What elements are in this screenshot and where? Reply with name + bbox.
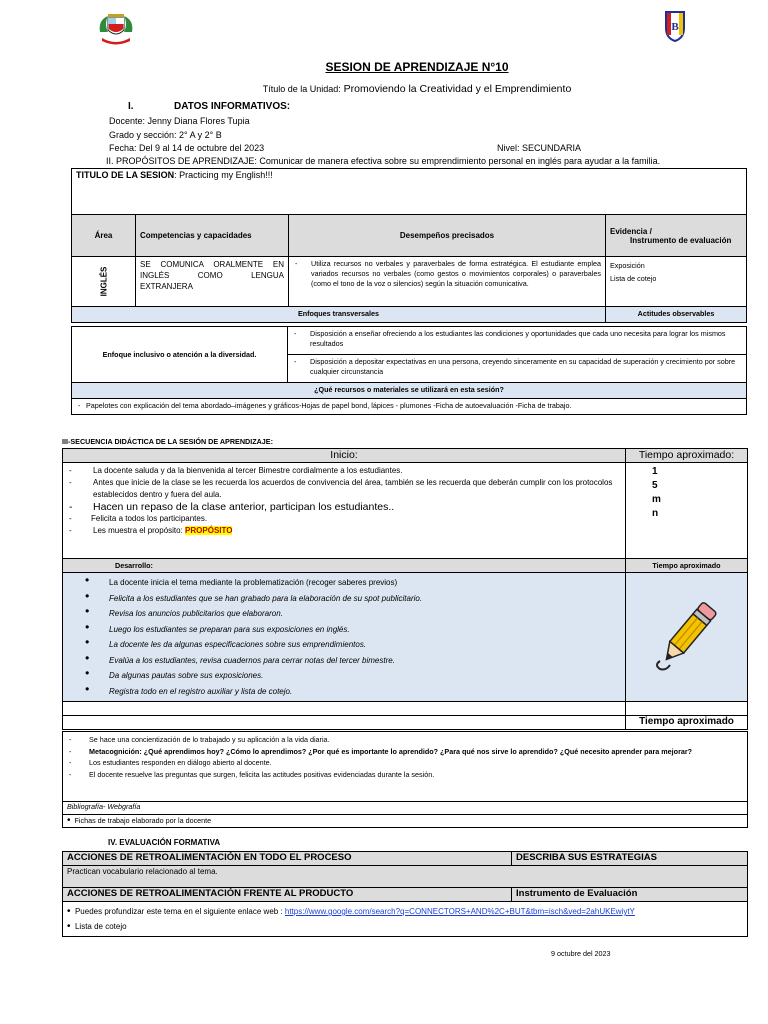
fecha-line: Fecha: Del 9 al 14 de octubre del 2023	[109, 143, 265, 153]
school-shield-icon	[664, 10, 686, 42]
actitud-1-cell	[288, 327, 747, 355]
bibliografia-label: Bibliografía- Webgrafía	[63, 802, 748, 815]
enfoques-label: Enfoques transversales	[72, 307, 606, 323]
datos-numeral: I.	[128, 101, 134, 112]
lista-line	[67, 919, 743, 934]
inicio-label: Inicio:	[63, 449, 626, 463]
desarrollo-item: • Da algunas pautas sobre sus exposiciones.	[67, 668, 621, 684]
acciones-proceso: ACCIONES DE RETROALIMENTACIÓN EN TODO EL PROCESO	[63, 852, 512, 866]
footer-date: 9 octubre del 2023	[551, 949, 611, 958]
desarrollo-item: • Felicita a los estudiantes que se han grabado para la elaboración de su spot publicitario.	[67, 591, 621, 607]
col-evidencia-2: Instrumento de evaluación	[630, 235, 732, 245]
desarrollo-item: • Registra todo en el registro auxiliar y lista de cotejo.	[67, 684, 621, 700]
desarrollo-item: • Evalúa a los estudiantes, revisa cuadernos para cerrar notas del tercer bimestre.	[67, 653, 621, 669]
docente-line: Docente: Jenny Diana Flores Tupia	[109, 116, 250, 126]
unit-title	[0, 83, 768, 95]
evaluacion-heading: IV. EVALUACIÓN FORMATIVA	[108, 838, 221, 847]
desarrollo-label: Desarrollo:	[63, 559, 626, 573]
cierre-item	[67, 746, 743, 758]
actitud-2: - Disposición a depositar expectativas en una persona, creyendo sinceramente en su capacidad de superación y crecimiento por sobre cualquier circunstancia	[292, 357, 742, 377]
inicio-item: - Hacen un repaso de la clase anterior, participan los estudiantes..	[67, 501, 621, 513]
svg-text:B: B	[671, 21, 679, 33]
enfoque-value: Enfoque inclusivo o atención a la diversidad.	[72, 327, 288, 383]
desempeno-value: - Utiliza recursos no verbales y paraverbales de forma estratégica. El estudiante emplea variados recursos no verbales (como gestos o movimientos corporales) o paraverbales (como el tono de la voz o silencios) según la situación comunicativa.	[293, 259, 601, 289]
cierre-item: - El docente resuelve las preguntas que surgen, felicita las actitudes positivas evidenciadas durante la sesión.	[67, 769, 743, 781]
area-cell	[72, 257, 136, 307]
titulo-value: : Practicing my English!!!	[174, 170, 273, 180]
tiempo-char: 1	[652, 466, 658, 477]
main-table	[71, 168, 747, 323]
cierre-item: - Los estudiantes responden en diálogo abierto al docente.	[67, 757, 743, 769]
recursos-question: ¿Qué recursos o materiales se utilizará en esta sesión?	[72, 383, 747, 399]
desarrollo-list-cell	[63, 573, 626, 702]
propositos-line: II. PROPÓSITOS DE APRENDIZAJE: Comunicar de manera efectiva sobre su emprendimiento personal en inglés para ayudar a la familia.	[106, 156, 661, 166]
cierre-cell	[63, 732, 748, 802]
tiempo-chars	[626, 463, 748, 559]
actitud-1: - Disposición a enseñar ofreciendo a los estudiantes las condiciones y oportunidades que cada uno necesita para lograr los mismos resultados	[292, 329, 742, 349]
unit-name: Promoviendo la Creatividad y el Emprendimiento	[343, 83, 572, 95]
tiempo-char: 5	[652, 480, 658, 491]
tiempo-char: n	[652, 508, 659, 519]
inicio-item: - Felicita a todos los participantes.	[67, 513, 621, 525]
evidencia-2: Lista de cotejo	[610, 274, 657, 283]
datos-heading: DATOS INFORMATIVOS:	[174, 101, 291, 112]
tiempo-label: Tiempo aproximado:	[626, 449, 748, 463]
tiempo-char: m	[652, 494, 661, 505]
profundizar-text: Puedes profundizar este tema en el siguiente enlace web :	[74, 907, 285, 916]
cierre-table	[62, 731, 748, 828]
bullet-dot: •	[67, 906, 71, 917]
titulo-label: TITULO DE LA SESION	[76, 170, 175, 180]
bibliografia-cell	[63, 815, 748, 828]
desarrollo-item: • Revisa los anuncios publicitarios que elaboraron.	[67, 606, 621, 622]
cierre-tiempo: Tiempo aproximado	[626, 716, 748, 730]
inicio-table	[62, 448, 748, 730]
bibliografia-item: Fichas de trabajo elaborado por la docente	[74, 816, 212, 825]
col-evidencia	[606, 215, 747, 257]
instrumento-label: Instrumento de Evaluación	[512, 888, 748, 902]
actitud-2-cell	[288, 355, 747, 383]
page-title: SESION DE APRENDIZAJE N°10	[325, 60, 509, 74]
pencil-cell	[626, 573, 748, 702]
actitudes-label: Actitudes observables	[606, 307, 747, 323]
producto-cell	[63, 902, 748, 937]
desarrollo-item: • Luego los estudiantes se preparan para sus exposiciones en inglés.	[67, 622, 621, 638]
unit-prefix: Título de la Unidad:	[262, 84, 341, 94]
empty-cell	[626, 702, 748, 716]
proposito-text: Les muestra el propósito:	[93, 526, 186, 535]
desempeno-cell	[289, 257, 606, 307]
empty-cell	[63, 716, 626, 730]
col-competencias: Competencias y capacidades	[136, 215, 289, 257]
recursos-cell	[72, 399, 747, 415]
inicio-item-proposito	[67, 525, 621, 537]
proposito-highlight: PROPÓSITO	[185, 526, 233, 535]
competencia-value: SE COMUNICA ORALMENTE EN INGLÉS COMO LENGUA EXTRANJERA	[136, 257, 289, 307]
bullet-dot: •	[67, 815, 71, 826]
col-desempenos: Desempeños precisados	[289, 215, 606, 257]
cierre-metacognicion: Metacognición: ¿Qué aprendimos hoy? ¿Cómo lo aprendimos? ¿Por qué es importante lo aprendido? ¿Para qué nos sirve lo aprendido? ¿Qué necesito aprender para mejorar?	[89, 746, 693, 756]
col-evidencia-1: Evidencia /	[610, 226, 652, 236]
recursos-value: - Papelotes con explicación del tema abordado–imágenes y gráficos-Hojas de papel bond, lápices - plumones -Ficha de autoevaluación -Ficha de trabajo.	[76, 401, 742, 410]
pencil-icon	[652, 595, 722, 675]
inicio-item: - La docente saluda y da la bienvenida al tercer Bimestre cordialmente a los estudiantes.	[67, 465, 621, 477]
inicio-item: - Antes que inicie de la clase se les recuerda los acuerdos de convivencia del área, también se les recuerda que deberán cumplir con los protocolos establecidos dentro y fuera del aula.	[67, 477, 621, 501]
acciones-producto: ACCIONES DE RETROALIMENTACIÓN FRENTE AL PRODUCTO	[63, 888, 512, 902]
titulo-cell	[72, 169, 747, 215]
cierre-item: - Se hace una concientización de lo trabajado y su aplicación a la vida diaria.	[67, 734, 743, 746]
col-area: Área	[72, 215, 136, 257]
evidencia-cell	[606, 257, 747, 307]
proceso-value: Practican vocabulario relacionado al tema.	[63, 866, 748, 888]
reference-link[interactable]: https://www.google.com/search?q=CONNECTORS+AND%2C+BUT&tbm=isch&ved=2ahUKEwiytY	[284, 907, 635, 916]
desarrollo-item: • La docente les da algunas especificaciones sobre sus emprendimientos.	[67, 637, 621, 653]
evidencia-1: Exposición	[610, 261, 645, 270]
profundizar-line	[67, 904, 743, 919]
peru-coat-of-arms-icon	[96, 10, 136, 46]
evaluacion-table	[62, 851, 748, 937]
inicio-list-cell	[63, 463, 626, 559]
grado-line: Grado y sección: 2° A y 2° B	[109, 130, 222, 140]
tiempo-aprox-small: Tiempo aproximado	[626, 559, 748, 573]
empty-cell	[63, 702, 626, 716]
desarrollo-item: • La docente inicia el tema mediante la problematización (recoger saberes previos)	[67, 575, 621, 591]
secuencia-heading: III-SECUENCIA DIDÁCTICA DE LA SESIÓN DE APRENDIZAJE:	[62, 437, 273, 446]
lista-text: Lista de cotejo	[74, 922, 127, 931]
enfoque-table	[71, 326, 747, 415]
nivel-line: Nivel: SECUNDARIA	[497, 143, 582, 153]
describa-label: DESCRIBA SUS ESTRATEGIAS	[512, 852, 748, 866]
bullet-dot: •	[67, 921, 71, 932]
area-value: INGLÉS	[99, 266, 108, 297]
